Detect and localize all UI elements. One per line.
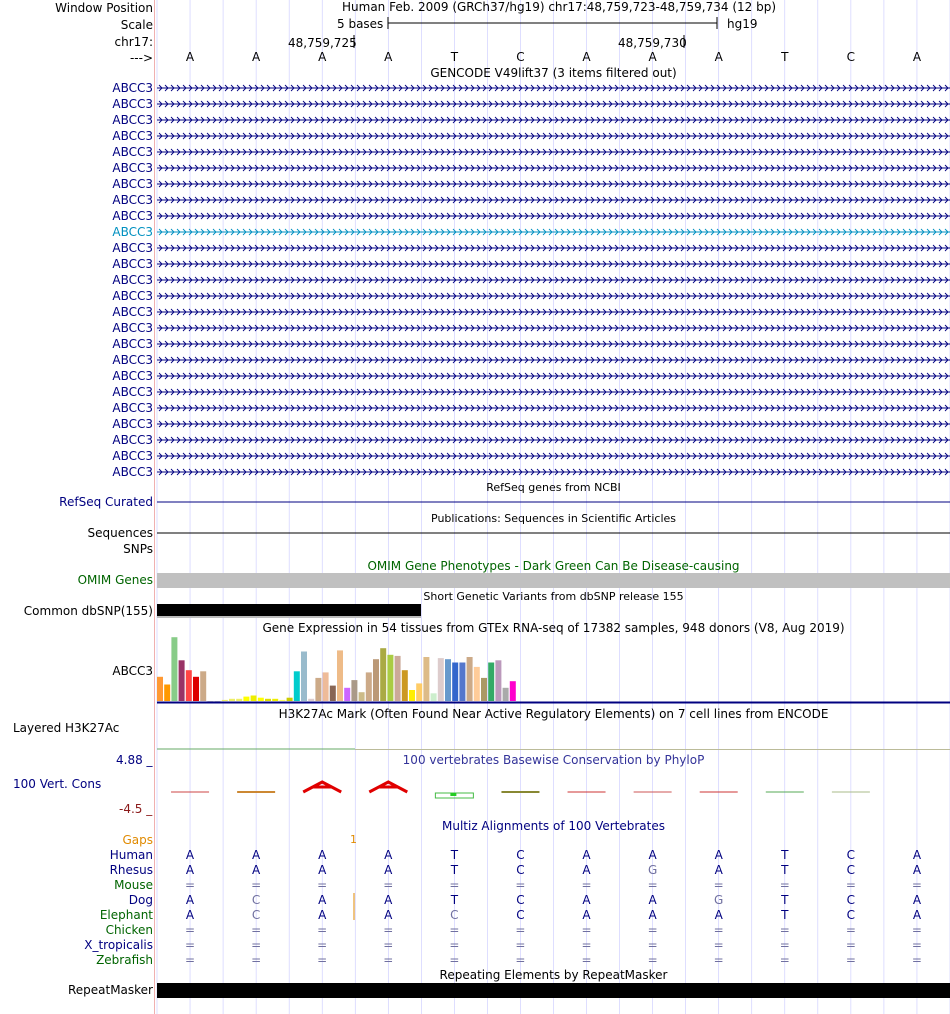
gtex-tissue-bar [380,648,386,701]
alignment-base: A [384,848,393,862]
alignment-base: A [384,863,393,877]
gencode-gene-label[interactable]: ABCC3 [112,369,153,383]
alignment-base: = [251,938,262,952]
alignment-base: A [582,848,591,862]
repeatmasker-title: Repeating Elements by RepeatMasker [439,968,668,982]
alignment-base: = [779,953,790,967]
gencode-title: GENCODE V49lift37 (3 items filtered out) [430,66,677,80]
alignment-base: T [781,893,789,907]
alignment-base: = [449,878,460,892]
gtex-title: Gene Expression in 54 tissues from GTEx RNA-seq of 17382 samples, 948 donors (V8, Aug 2019) [262,621,845,635]
gtex-tissue-bar [265,699,271,701]
gencode-gene-label[interactable]: ABCC3 [112,257,153,271]
reference-base: T [450,50,459,64]
gencode-gene-label[interactable]: ABCC3 [112,417,153,431]
gtex-tissue-bar [503,688,509,701]
alignment-base: A [185,848,195,862]
gtex-tissue-bar [164,685,170,702]
alignment-base: T [781,848,789,862]
species-label[interactable]: Elephant [99,908,153,922]
gtex-tissue-bar [179,660,185,701]
gtex-tissue-bar [344,688,350,701]
alignment-base: A [252,863,261,877]
h3k27ac-label[interactable]: Layered H3K27Ac [13,721,120,735]
gtex-tissue-bar [402,670,408,701]
phylop-max: 4.88 _ [116,753,153,767]
gencode-gene-label[interactable]: ABCC3 [112,241,153,255]
gtex-tissue-bar [186,670,192,701]
publications-title: Publications: Sequences in Scientific Articles [431,512,676,525]
gtex-tissue-bar [251,696,257,702]
alignment-base: A [318,893,327,907]
alignment-base: A [185,908,195,922]
gtex-tissue-bar [315,678,321,701]
reference-base: A [714,50,723,64]
gtex-tissue-bar [467,657,473,701]
alignment-base: = [251,923,262,937]
phylop-min: -4.5 _ [119,802,153,816]
gencode-gene-label[interactable]: ABCC3 [112,145,153,159]
gtex-tissue-bar [330,686,336,701]
repeatmasker-bar [157,983,950,998]
alignment-base: = [911,953,922,967]
gaps-value: 1 [350,833,357,846]
omim-gene-bar [157,573,950,588]
alignment-base: T [781,863,789,877]
alignment-base: A [384,893,393,907]
repeatmasker-label[interactable]: RepeatMasker [67,983,153,997]
species-label[interactable]: Zebrafish [96,953,153,967]
gtex-tissue-bar [351,680,357,701]
gtex-tissue-bar [459,663,465,702]
reference-base: A [318,50,327,64]
alignment-base: A [714,863,723,877]
gtex-tissue-bar [287,698,293,701]
ruler-pos1: 48,759,725 [288,36,357,50]
alignment-base: A [648,848,657,862]
reference-base: C [516,50,525,64]
gtex-tissue-bar [294,671,300,701]
gtex-tissue-bar [308,699,314,701]
strand-label: ---> [129,51,153,65]
gencode-gene-label[interactable]: ABCC3 [112,81,153,95]
gtex-tissue-bar [431,693,437,701]
gencode-gene-label[interactable]: ABCC3 [112,129,153,143]
alignment-base: = [911,938,922,952]
gtex-tissue-bar [215,701,221,702]
alignment-base: C [450,908,459,922]
gtex-tissue-bar [229,699,235,701]
alignment-base: A [582,893,591,907]
alignment-base: = [845,923,856,937]
alignment-base: T [450,863,459,877]
scale-text: 5 bases [337,17,384,31]
alignment-base: = [713,938,724,952]
gencode-gene-label[interactable]: ABCC3 [112,193,153,207]
position-text: Human Feb. 2009 (GRCh37/hg19) chr17:48,759,723-48,759,734 (12 bp) [342,0,777,14]
alignment-base: C [516,863,525,877]
alignment-base: A [912,893,922,907]
alignment-base: G [714,893,724,907]
alignment-base: = [383,878,394,892]
alignment-base: = [845,953,856,967]
gencode-gene-label[interactable]: ABCC3 [112,113,153,127]
alignment-base: A [318,848,327,862]
gencode-gene-label[interactable]: ABCC3 [112,305,153,319]
alignment-base: A [714,848,723,862]
gtex-tissue-bar [445,659,451,701]
gencode-gene-label[interactable]: ABCC3 [112,337,153,351]
reference-base: A [582,50,591,64]
refseq-title: RefSeq genes from NCBI [486,481,621,494]
alignment-base: = [515,878,526,892]
phylop-neg-glyph [450,793,456,796]
gtex-tissue-bar [301,652,307,702]
dbsnp-variant-bar [157,604,421,618]
alignment-base: = [515,953,526,967]
gtex-tissue-bar [157,677,163,701]
reference-base: A [648,50,657,64]
gtex-tissue-bar [495,660,501,701]
alignment-base: = [911,878,922,892]
alignment-base: = [911,923,922,937]
alignment-base: = [647,878,658,892]
gtex-tissue-bar [395,656,401,701]
alignment-base: = [251,953,262,967]
alignment-base: = [317,938,328,952]
alignment-base: = [779,923,790,937]
gtex-label[interactable]: ABCC3 [112,664,153,678]
omim-title: OMIM Gene Phenotypes - Dark Green Can Be Disease-causing [367,559,740,573]
alignment-base: A [582,908,591,922]
h3k27ac-title: H3K27Ac Mark (Often Found Near Active Regulatory Elements) on 7 cell lines from ENCODE [278,707,829,721]
alignment-base: = [845,938,856,952]
gtex-tissue-bar [409,690,415,701]
gtex-tissue-bar [474,667,480,701]
alignment-base: = [185,923,196,937]
alignment-base: = [713,953,724,967]
gtex-tissue-bar [452,663,458,702]
alignment-base: = [515,938,526,952]
species-label[interactable]: Mouse [114,878,153,892]
gtex-tissue-bar [510,681,516,701]
alignment-base: = [317,923,328,937]
alignment-base: C [516,848,525,862]
gencode-gene-label[interactable]: ABCC3 [112,161,153,175]
reference-base: C [846,50,856,64]
gencode-gene-label[interactable]: ABCC3 [112,177,153,191]
alignment-base: = [185,938,196,952]
gencode-gene-label[interactable]: ABCC3 [112,209,153,223]
alignment-base: = [185,878,196,892]
gtex-tissue-bar [488,663,494,702]
alignment-base: = [581,878,592,892]
alignment-base: = [581,938,592,952]
reference-base: A [252,50,261,64]
alignment-base: = [449,938,460,952]
gencode-gene-label[interactable]: ABCC3 [112,449,153,463]
alignment-base: C [251,908,261,922]
alignment-base: = [383,953,394,967]
gtex-tissue-bar [416,683,422,701]
alignment-base: = [383,938,394,952]
gtex-tissue-bar [438,658,444,701]
alignment-base: A [185,893,195,907]
species-label[interactable]: Human [109,848,153,862]
reference-base: A [912,50,922,64]
alignment-base: C [846,863,856,877]
alignment-base: T [450,893,459,907]
alignment-base: = [845,878,856,892]
gencode-gene-label[interactable]: ABCC3 [112,225,153,239]
gencode-gene-label[interactable]: ABCC3 [112,465,153,479]
alignment-base: C [251,893,261,907]
alignment-base: A [714,908,723,922]
species-label[interactable]: X_tropicalis [84,938,153,952]
gtex-tissue-bar [481,678,487,701]
alignment-base: C [846,893,856,907]
alignment-base: A [318,863,327,877]
refseq-label[interactable]: RefSeq Curated [59,495,153,509]
phylop-title: 100 vertebrates Basewise Conservation by PhyloP [402,753,705,767]
alignment-base: C [516,893,525,907]
alignment-base: = [581,923,592,937]
alignment-base: A [912,863,922,877]
omim-label[interactable]: OMIM Genes [77,573,153,587]
alignment-base: A [252,848,261,862]
scale-label: Scale [120,18,153,32]
snps-label[interactable]: SNPs [123,542,153,556]
reference-base: T [781,50,789,64]
gencode-gene-label[interactable]: ABCC3 [112,97,153,111]
alignment-base: = [647,953,658,967]
phylop-label[interactable]: 100 Vert. Cons [13,777,102,791]
gtex-tissue-bar [279,700,285,701]
species-label[interactable]: Dog [128,893,153,907]
alignment-base: = [317,953,328,967]
alignment-base: A [384,908,393,922]
alignment-base: = [647,923,658,937]
sequences-label[interactable]: Sequences [87,526,153,540]
species-label[interactable]: Chicken [105,923,153,937]
alignment-base: A [648,893,657,907]
dbsnp-label[interactable]: Common dbSNP(155) [23,604,153,618]
gtex-tissue-bar [387,655,393,701]
gtex-tissue-bar [366,672,372,701]
alignment-base: = [581,953,592,967]
gtex-tissue-bar [243,697,249,701]
alignment-base: G [647,863,658,877]
alignment-base: A [912,848,922,862]
reference-base: A [384,50,393,64]
alignment-base: C [516,908,525,922]
gtex-tissue-bar [171,637,177,701]
alignment-base: = [185,953,196,967]
alignment-base: = [779,938,790,952]
alignment-base: = [317,878,328,892]
gencode-gene-label[interactable]: ABCC3 [112,385,153,399]
dbsnp-title: Short Genetic Variants from dbSNP release 155 [423,590,684,603]
gtex-tissue-bar [337,650,343,701]
ruler-pos2: 48,759,730 [618,36,687,50]
gtex-tissue-bar [236,699,242,701]
alignment-base: = [713,878,724,892]
gtex-tissue-bar [272,699,278,701]
alignment-base: A [318,908,327,922]
gencode-gene-label[interactable]: ABCC3 [112,321,153,335]
alignment-base: A [582,863,591,877]
species-label[interactable]: Rhesus [109,863,153,877]
alignment-base: = [383,923,394,937]
window-position-label: Window Position [55,1,153,15]
gencode-gene-label[interactable]: ABCC3 [112,273,153,287]
gtex-tissue-bar [258,698,264,701]
alignment-base: A [185,863,195,877]
alignment-base: = [449,953,460,967]
alignment-base: = [647,938,658,952]
gtex-tissue-bar [359,692,365,701]
alignment-base: = [779,878,790,892]
assembly-label: hg19 [727,17,758,31]
reference-base: A [185,50,195,64]
gencode-gene-label[interactable]: ABCC3 [112,401,153,415]
alignment-base: C [846,848,856,862]
chrom-label: chr17: [114,35,153,49]
alignment-base: A [912,908,922,922]
alignment-base: = [449,923,460,937]
gtex-tissue-bar [323,672,329,701]
alignment-base: = [251,878,262,892]
gtex-tissue-bar [193,677,199,701]
gencode-gene-label[interactable]: ABCC3 [112,353,153,367]
alignment-base: C [846,908,856,922]
gtex-tissue-bar [373,659,379,701]
gencode-gene-label[interactable]: ABCC3 [112,289,153,303]
alignment-base: = [515,923,526,937]
gtex-tissue-bar [222,700,228,701]
gencode-gene-label[interactable]: ABCC3 [112,433,153,447]
alignment-base: T [781,908,789,922]
gtex-tissue-bar [207,701,213,702]
alignment-base: T [450,848,459,862]
alignment-base: A [648,908,657,922]
gtex-tissue-bar [423,657,429,701]
gtex-tissue-bar [200,671,206,701]
alignment-base: = [713,923,724,937]
multiz-title: Multiz Alignments of 100 Vertebrates [441,819,666,833]
gaps-label: Gaps [122,833,153,847]
